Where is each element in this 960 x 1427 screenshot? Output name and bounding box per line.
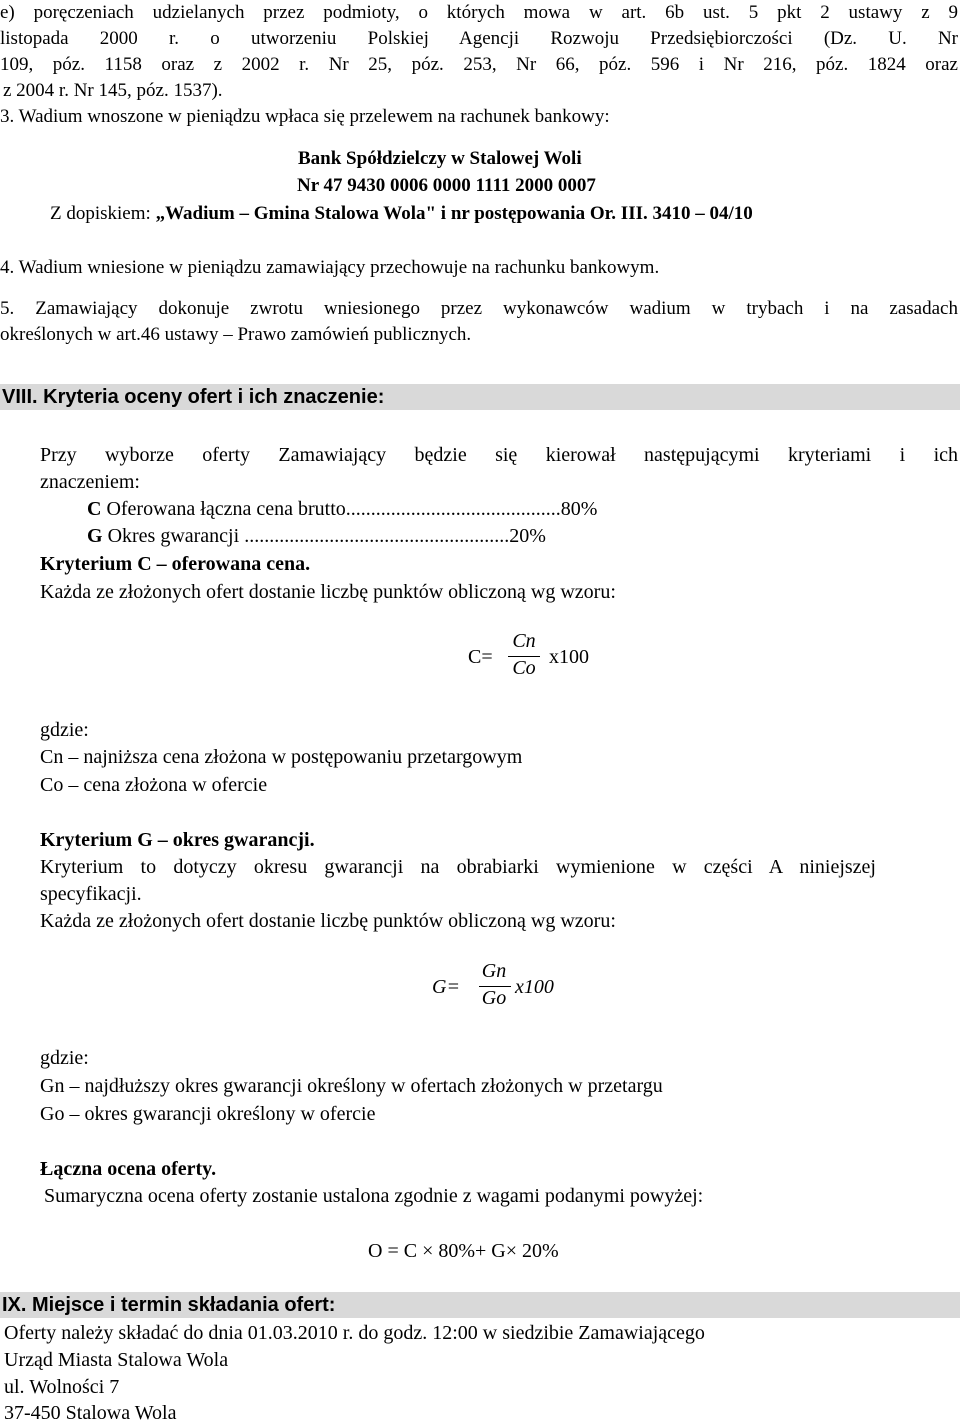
where-label-1: gdzie: — [40, 719, 89, 741]
criterion-g-letter: G — [87, 525, 103, 547]
formula-c-intro: Każda ze złożonych ofert dostanie liczbę punktów obliczoną wg wzoru: — [40, 581, 616, 603]
top-line-3: 109, póz. 1158 oraz z 2002 r. Nr 25, póz. 253, Nr 66, póz. 596 i Nr 216, póz. 1824 oraz — [0, 54, 958, 75]
formula-g-lhs: G= — [432, 976, 460, 998]
formula-c-lhs: C= — [468, 646, 493, 668]
section-9-title: IX. Miejsce i termin składania ofert: — [2, 1294, 336, 1316]
bank-note-prefix: Z dopiskiem: — [50, 203, 156, 224]
formula-g-denominator: Go — [481, 987, 507, 1009]
criteria-intro-line-1: Przy wyborze oferty Zamawiający będzie się kierował następującymi kryteriami i ich — [40, 444, 958, 466]
bank-note — [50, 201, 753, 227]
total-score-text: Sumaryczna ocena oferty zostanie ustalona zgodnie z wagami podanymi powyżej: — [44, 1185, 704, 1207]
item3-full: 3. Wadium wnoszone w pieniądzu wpłaca się przelewem na rachunek bankowy: — [0, 106, 610, 127]
item4-text: 4. Wadium wniesione w pieniądzu zamawiający przechowuje na rachunku bankowym. — [0, 257, 660, 278]
top-line-1: e) poręczeniach udzielanych przez podmioty, o których mowa w art. 6b ust. 5 pkt 2 ustawy z 9 — [0, 2, 958, 23]
item5-line-1: 5. Zamawiający dokonuje zwrotu wniesionego przez wykonawców wadium w trybach i na zasadach — [0, 298, 958, 319]
criterion-c-text: Oferowana łączna cena brutto — [101, 498, 346, 520]
total-score-formula — [368, 1237, 559, 1265]
co-definition: Co – cena złożona w ofercie — [40, 774, 268, 796]
criterion-c-letter: C — [87, 498, 102, 520]
criterion-c-title: Kryterium C – oferowana cena. — [40, 553, 311, 575]
bank-account: Nr 47 9430 0006 0000 1111 2000 0007 — [297, 175, 596, 196]
formula-c-mult: x100 — [549, 646, 589, 668]
criterion-g-title: Kryterium G – okres gwarancji. — [40, 829, 315, 851]
section-8-number: VIII. — [2, 386, 38, 408]
criterion-g-weight: ...20% — [494, 525, 546, 547]
office-name: Urząd Miasta Stalowa Wola — [4, 1349, 229, 1371]
top-line-4: z 2004 r. Nr 145, póz. 1537). — [3, 80, 223, 101]
formula-g-numerator: Gn — [481, 960, 507, 982]
criterion-g — [87, 522, 546, 550]
bank-name-text: Bank Spółdzielczy w Stalowej Woli — [298, 148, 582, 169]
section-8-title — [2, 384, 384, 410]
item5-line-2: określonych w art.46 ustawy – Prawo zamówień publicznych. — [0, 324, 472, 345]
cn-definition: Cn – najniższa cena złożona w postępowaniu przetargowym — [40, 746, 523, 768]
where-label-2: gdzie: — [40, 1047, 89, 1069]
item3-text — [0, 104, 610, 129]
gn-definition: Gn – najdłuższy okres gwarancji określony w ofertach złożonych w przetargu — [40, 1075, 663, 1097]
formula-g-intro: Każda ze złożonych ofert dostanie liczbę punktów obliczoną wg wzoru: — [40, 910, 616, 932]
section-8-title-text: Kryteria oceny ofert i ich znaczenie: — [37, 386, 385, 408]
top-line-2: listopada 2000 r. o utworzeniu Polskiej Agencji Rozwoju Przedsiębiorczości (Dz. U. Nr — [0, 28, 958, 49]
formula-c-denominator: Co — [512, 657, 536, 679]
criterion-c-dots: ........................................ — [345, 498, 546, 520]
bank-name — [298, 146, 582, 172]
criterion-c — [87, 495, 597, 523]
office-city: 37-450 Stalowa Wola — [4, 1402, 177, 1424]
go-definition: Go – okres gwarancji określony w ofercie — [40, 1103, 376, 1125]
criteria-intro-line-2: znaczeniem: — [40, 471, 140, 493]
office-street: ul. Wolności 7 — [4, 1376, 120, 1398]
criterion-c-weight: ...80% — [545, 498, 598, 520]
offer-deadline-line: Oferty należy składać do dnia 01.03.2010 r. do godz. 12:00 w siedzibie Zamawiającego — [4, 1322, 705, 1344]
formula-c-numerator: Cn — [512, 630, 536, 652]
criterion-g-line-2: specyfikacji. — [40, 883, 142, 905]
bank-note-bold: „Wadium – Gmina Stalowa Wola" i nr postępowania Or. III. 3410 – 04/10 — [155, 203, 753, 224]
criterion-g-line-1: Kryterium to dotyczy okresu gwarancji na obrabiarki wymienione w części A niniejszej — [40, 856, 876, 878]
criterion-g-dots: .................................................. — [244, 525, 495, 547]
criterion-g-text: Okres gwarancji — [102, 525, 245, 547]
total-score-title: Łączna ocena oferty. — [40, 1158, 217, 1180]
formula-g-mult: x100 — [515, 976, 554, 998]
total-score-formula-text: O = C × 80%+ G× 20% — [368, 1240, 559, 1262]
